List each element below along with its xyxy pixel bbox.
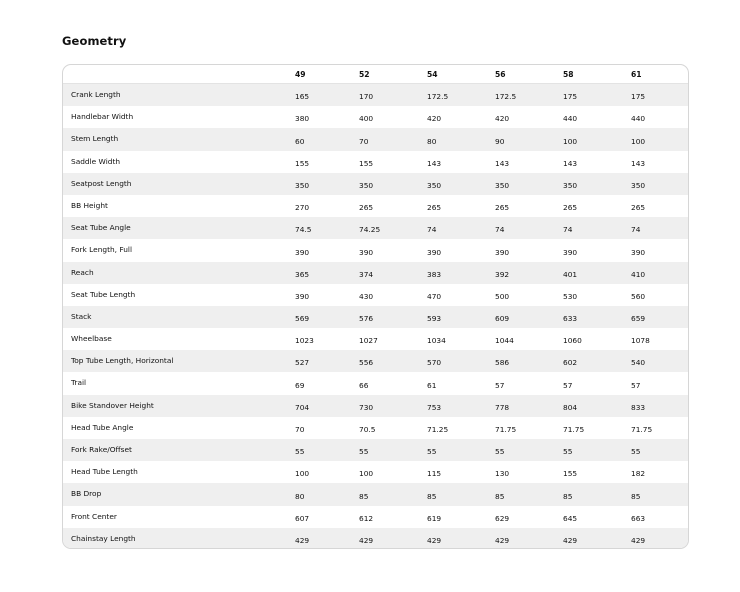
- table-cell: 365: [295, 269, 310, 279]
- table-row: [63, 239, 688, 261]
- table-cell: 429: [631, 535, 646, 545]
- table-cell: 70: [359, 136, 369, 146]
- table-cell: 270: [295, 203, 310, 213]
- table-cell: 593: [427, 314, 442, 324]
- table-row: [63, 439, 688, 461]
- table-body: [63, 84, 688, 549]
- table-cell: 390: [359, 247, 374, 257]
- table-cell: 645: [563, 513, 578, 523]
- row-label: Seatpost Length: [71, 178, 132, 188]
- table-cell: 1060: [563, 336, 582, 346]
- table-cell: 90: [495, 136, 505, 146]
- table-cell: 155: [359, 158, 374, 168]
- table-cell: 663: [631, 513, 646, 523]
- table-cell: 115: [427, 469, 442, 479]
- table-cell: 401: [563, 269, 578, 279]
- row-label: Stem Length: [71, 134, 119, 144]
- table-cell: 602: [563, 358, 578, 368]
- row-label: Trail: [71, 378, 87, 388]
- table-cell: 71.75: [631, 425, 653, 434]
- table-cell: 390: [295, 291, 310, 301]
- table-cell: 429: [427, 535, 442, 545]
- table-cell: 350: [631, 180, 646, 190]
- table-cell: 429: [563, 535, 578, 545]
- table-row: [63, 151, 688, 173]
- table-cell: 85: [427, 491, 437, 501]
- table-cell: 55: [427, 447, 437, 457]
- table-cell: 170: [359, 92, 374, 102]
- table-cell: 57: [631, 380, 641, 390]
- table-cell: 74: [631, 225, 641, 235]
- table-cell: 576: [359, 314, 374, 324]
- table-cell: 175: [563, 92, 578, 102]
- table-cell: 429: [495, 535, 510, 545]
- table-cell: 265: [359, 203, 374, 213]
- table-cell: 753: [427, 402, 442, 412]
- table-cell: 1027: [359, 336, 378, 346]
- table-row: [63, 306, 688, 328]
- table-cell: 57: [495, 380, 505, 390]
- table-row: [63, 173, 688, 195]
- table-cell: 607: [295, 513, 310, 523]
- table-cell: 392: [495, 269, 510, 279]
- table-cell: 350: [359, 180, 374, 190]
- table-cell: 265: [563, 203, 578, 213]
- table-cell: 100: [359, 469, 374, 479]
- table-cell: 609: [495, 314, 510, 324]
- table-cell: 57: [563, 380, 573, 390]
- table-cell: 390: [563, 247, 578, 257]
- table-cell: 350: [495, 180, 510, 190]
- table-cell: 60: [295, 136, 305, 146]
- table-cell: 429: [359, 535, 374, 545]
- table-row: [63, 372, 688, 394]
- table-cell: 390: [427, 247, 442, 257]
- table-cell: 586: [495, 358, 510, 368]
- table-cell: 55: [563, 447, 573, 457]
- row-label: Saddle Width: [71, 156, 121, 166]
- size-column-header: 58: [563, 69, 574, 79]
- table-cell: 70: [295, 425, 305, 434]
- table-cell: 410: [631, 269, 646, 279]
- table-row: [63, 128, 688, 150]
- table-cell: 85: [359, 491, 369, 501]
- size-column-header: 61: [631, 69, 642, 79]
- table-cell: 175: [631, 92, 646, 102]
- table-cell: 182: [631, 469, 646, 479]
- table-cell: 778: [495, 402, 510, 412]
- table-cell: 390: [495, 247, 510, 257]
- size-column-header: 56: [495, 69, 506, 79]
- table-row: [63, 483, 688, 505]
- table-cell: 400: [359, 114, 374, 124]
- table-cell: 69: [295, 380, 305, 390]
- table-cell: 1034: [427, 336, 446, 346]
- table-cell: 612: [359, 513, 374, 523]
- table-cell: 570: [427, 358, 442, 368]
- table-cell: 100: [563, 136, 578, 146]
- table-cell: 429: [295, 535, 310, 545]
- page-title: Geometry: [62, 34, 127, 48]
- table-cell: 155: [295, 158, 310, 168]
- table-cell: 55: [495, 447, 505, 457]
- table-cell: 390: [295, 247, 310, 257]
- table-row: [63, 417, 688, 439]
- table-cell: 130: [495, 469, 510, 479]
- table-cell: 172.5: [495, 92, 517, 102]
- table-cell: 350: [563, 180, 578, 190]
- table-cell: 165: [295, 92, 310, 102]
- table-cell: 619: [427, 513, 442, 523]
- table-cell: 85: [631, 491, 641, 501]
- table-cell: 74.25: [359, 225, 381, 235]
- table-cell: 55: [359, 447, 369, 457]
- table-cell: 265: [427, 203, 442, 213]
- row-label: Stack: [71, 311, 92, 321]
- row-label: Top Tube Length, Horizontal: [71, 356, 174, 366]
- size-column-header: 52: [359, 69, 370, 79]
- table-row: [63, 262, 688, 284]
- table-cell: 440: [631, 114, 646, 124]
- table-cell: 55: [295, 447, 305, 457]
- table-row: [63, 395, 688, 417]
- size-column-header: 49: [295, 69, 306, 79]
- table-cell: 143: [495, 158, 510, 168]
- table-cell: 500: [495, 291, 510, 301]
- table-cell: 704: [295, 402, 310, 412]
- table-cell: 61: [427, 380, 437, 390]
- row-label: Head Tube Angle: [71, 422, 134, 432]
- table-cell: 540: [631, 358, 646, 368]
- table-row: [63, 528, 688, 549]
- row-label: Seat Tube Angle: [71, 223, 131, 233]
- table-cell: 1023: [295, 336, 314, 346]
- row-label: Front Center: [71, 511, 117, 521]
- table-cell: 100: [631, 136, 646, 146]
- table-row: [63, 461, 688, 483]
- table-cell: 350: [427, 180, 442, 190]
- table-row: [63, 506, 688, 528]
- table-cell: 833: [631, 402, 646, 412]
- row-label: Seat Tube Length: [71, 289, 136, 299]
- table-cell: 85: [563, 491, 573, 501]
- table-cell: 66: [359, 380, 369, 390]
- table-cell: 804: [563, 402, 578, 412]
- table-cell: 440: [563, 114, 578, 124]
- row-label: BB Height: [71, 200, 108, 210]
- table-cell: 74.5: [295, 225, 312, 235]
- table-cell: 350: [295, 180, 310, 190]
- table-cell: 1044: [495, 336, 514, 346]
- table-header-row: [63, 65, 688, 84]
- table-cell: 265: [631, 203, 646, 213]
- table-cell: 143: [631, 158, 646, 168]
- table-cell: 155: [563, 469, 578, 479]
- row-label: Fork Rake/Offset: [71, 445, 132, 454]
- table-cell: 85: [495, 491, 505, 501]
- table-cell: 55: [631, 447, 641, 457]
- table-cell: 420: [427, 114, 442, 124]
- table-cell: 569: [295, 314, 310, 324]
- table-cell: 265: [495, 203, 510, 213]
- table-cell: 629: [495, 513, 510, 523]
- row-label: Wheelbase: [71, 334, 112, 344]
- table-row: [63, 217, 688, 239]
- table-cell: 100: [295, 469, 310, 479]
- table-row: [63, 284, 688, 306]
- table-cell: 70.5: [359, 425, 376, 434]
- row-label: Fork Length, Full: [71, 245, 133, 255]
- table-cell: 74: [427, 225, 437, 235]
- table-cell: 143: [427, 158, 442, 168]
- table-cell: 71.25: [427, 425, 449, 434]
- table-cell: 470: [427, 291, 442, 301]
- table-row: [63, 106, 688, 128]
- table-cell: 71.75: [563, 425, 585, 434]
- table-cell: 74: [495, 225, 505, 235]
- table-cell: 527: [295, 358, 310, 368]
- row-label: Bike Standover Height: [71, 400, 154, 410]
- table-cell: 430: [359, 291, 374, 301]
- table-cell: 80: [295, 491, 305, 501]
- table-cell: 530: [563, 291, 578, 301]
- geometry-table: [62, 64, 689, 549]
- table-cell: 556: [359, 358, 374, 368]
- row-label: Crank Length: [71, 90, 121, 99]
- row-label: BB Drop: [71, 489, 102, 499]
- table-cell: 560: [631, 291, 646, 301]
- table-cell: 143: [563, 158, 578, 168]
- table-cell: 71.75: [495, 425, 517, 434]
- table-cell: 380: [295, 114, 310, 124]
- table-cell: 390: [631, 247, 646, 257]
- size-column-header: 54: [427, 69, 438, 79]
- table-cell: 374: [359, 269, 374, 279]
- table-row: [63, 350, 688, 372]
- table-cell: 420: [495, 114, 510, 124]
- table-cell: 633: [563, 314, 578, 324]
- table-cell: 1078: [631, 336, 650, 346]
- table-cell: 383: [427, 269, 442, 279]
- table-cell: 74: [563, 225, 573, 235]
- table-row: [63, 84, 688, 106]
- row-label: Reach: [71, 267, 94, 277]
- table-cell: 659: [631, 314, 646, 324]
- row-label: Chainstay Length: [71, 533, 136, 543]
- row-label: Handlebar Width: [71, 112, 134, 122]
- table-row: [63, 328, 688, 350]
- row-label: Head Tube Length: [71, 467, 138, 477]
- table-row: [63, 195, 688, 217]
- table-cell: 172.5: [427, 92, 449, 102]
- table-cell: 730: [359, 402, 374, 412]
- table-cell: 80: [427, 136, 437, 146]
